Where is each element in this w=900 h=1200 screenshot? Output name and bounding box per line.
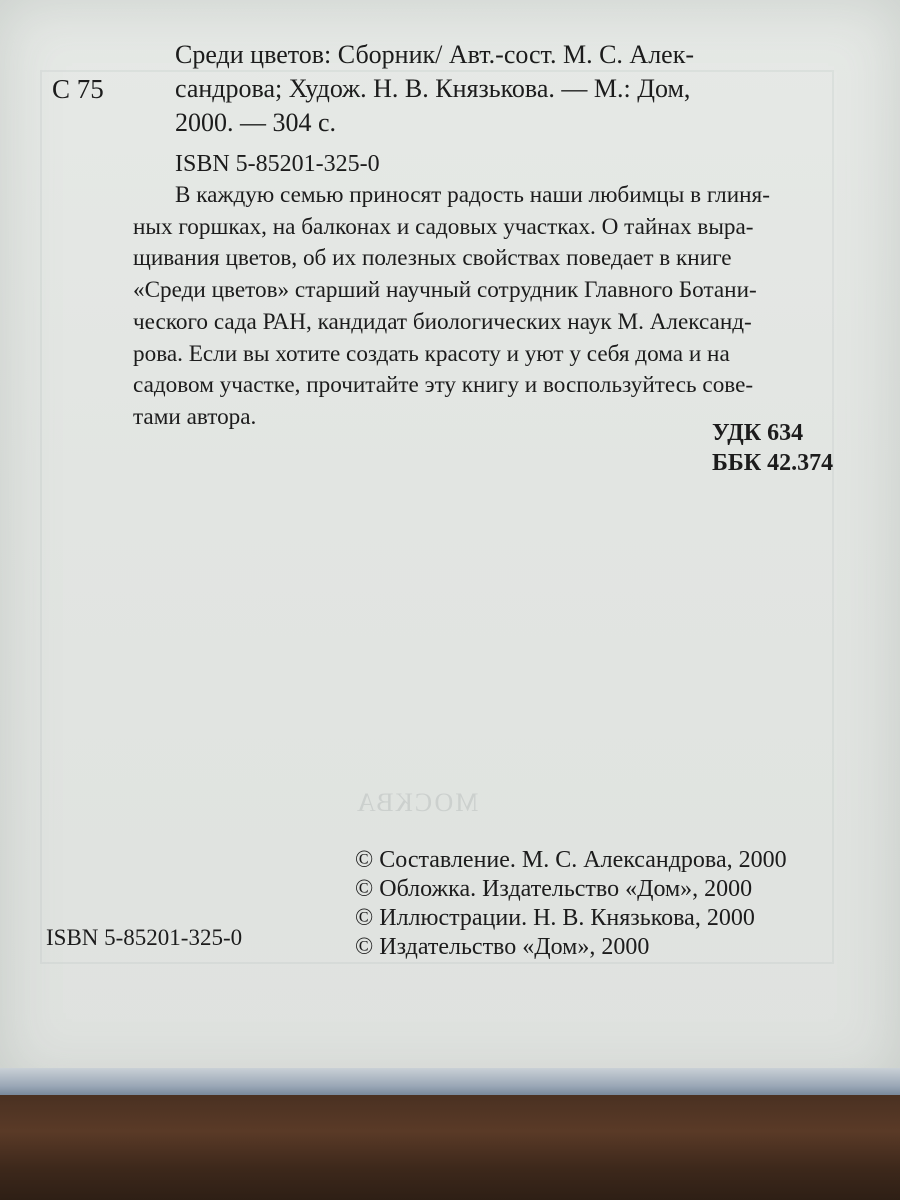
annotation-line: «Среди цветов» старший научный сотрудник Главного Ботани- bbox=[133, 277, 757, 304]
annotation-line: рова. Если вы хотите создать красоту и уют у себя дома и на bbox=[133, 340, 730, 367]
bbk-code: ББК 42.374 bbox=[712, 450, 834, 476]
annotation-line: тами автора. bbox=[133, 403, 257, 430]
annotation-line: садовом участке, прочитайте эту книгу и воспользуйтесь сове- bbox=[133, 372, 754, 399]
classification-codes bbox=[712, 418, 833, 478]
page-edge bbox=[0, 1068, 900, 1098]
annotation-line: щивания цветов, об их полезных свойствах поведает в книге bbox=[133, 245, 732, 272]
udk-code: УДК 634 bbox=[712, 420, 804, 446]
annotation-paragraph bbox=[133, 180, 770, 434]
wooden-table-surface bbox=[0, 1095, 900, 1200]
biblio-line: сандрова; Худож. Н. В. Князькова. — М.: Дом, bbox=[175, 74, 691, 103]
copyright-block bbox=[355, 846, 787, 962]
annotation-line: В каждую семью приносят радость наши любимцы в глиня- bbox=[175, 182, 770, 208]
isbn-bottom: ISBN 5-85201-325-0 bbox=[46, 925, 243, 950]
copyright-line: © Обложка. Издательство «Дом», 2000 bbox=[355, 876, 753, 902]
biblio-line: Среди цветов: Сборник/ Авт.-сост. М. С. Алек- bbox=[175, 40, 694, 69]
catalog-code: С 75 bbox=[52, 74, 104, 104]
bibliographic-record bbox=[175, 38, 835, 140]
biblio-line: 2000. — 304 с. bbox=[175, 108, 337, 137]
copyright-line: © Составление. М. С. Александрова, 2000 bbox=[355, 847, 787, 873]
bleed-through-text: МОСКВА bbox=[355, 788, 479, 817]
copyright-line: © Иллюстрации. Н. В. Князькова, 2000 bbox=[355, 905, 755, 931]
annotation-line: ных горшках, на балконах и садовых участках. О тайнах выра- bbox=[133, 213, 754, 240]
annotation-line: ческого сада РАН, кандидат биологических наук М. Александ- bbox=[133, 308, 752, 335]
isbn-top: ISBN 5-85201-325-0 bbox=[175, 151, 380, 177]
copyright-line: © Издательство «Дом», 2000 bbox=[355, 934, 650, 960]
